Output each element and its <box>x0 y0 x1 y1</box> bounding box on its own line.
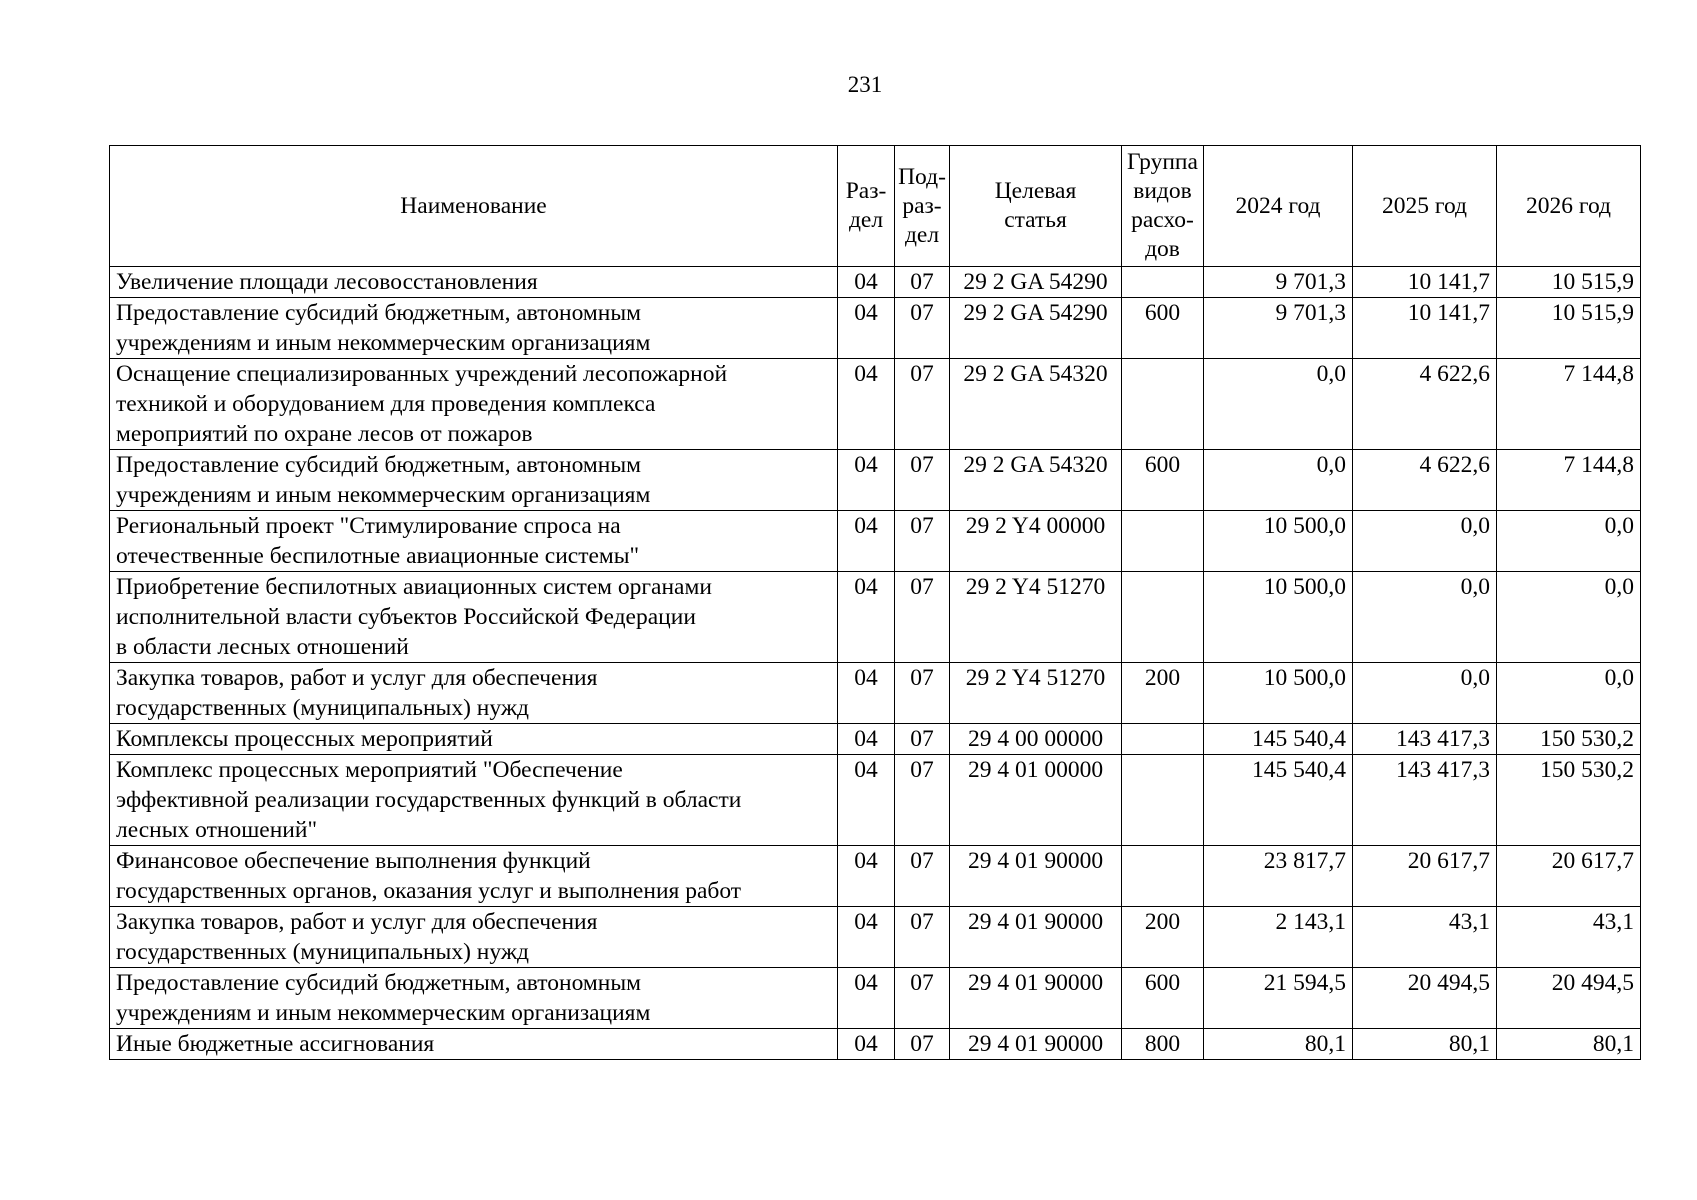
cell-target-article: 29 2 Y4 00000 <box>950 511 1122 572</box>
cell-target-article: 29 4 01 90000 <box>950 968 1122 1029</box>
cell-year-2024: 145 540,4 <box>1204 724 1353 755</box>
table-row <box>110 663 1641 724</box>
cell-razdel: 04 <box>838 663 895 724</box>
cell-razdel: 04 <box>838 724 895 755</box>
cell-expense-group: 800 <box>1122 1029 1204 1060</box>
cell-podrazdel: 07 <box>895 968 950 1029</box>
table-row <box>110 450 1641 511</box>
budget-table <box>109 145 1641 1060</box>
cell-razdel: 04 <box>838 907 895 968</box>
cell-podrazdel: 07 <box>895 359 950 450</box>
cell-year-2024: 0,0 <box>1204 359 1353 450</box>
cell-razdel: 04 <box>838 572 895 663</box>
cell-year-2025: 20 617,7 <box>1353 846 1497 907</box>
header-razdel: Раз- дел <box>838 146 895 267</box>
cell-year-2024: 2 143,1 <box>1204 907 1353 968</box>
table-row <box>110 359 1641 450</box>
header-year-2025: 2025 год <box>1353 146 1497 267</box>
cell-razdel: 04 <box>838 359 895 450</box>
cell-razdel: 04 <box>838 450 895 511</box>
cell-razdel: 04 <box>838 511 895 572</box>
cell-year-2026: 150 530,2 <box>1497 724 1641 755</box>
cell-year-2026: 150 530,2 <box>1497 755 1641 846</box>
cell-target-article: 29 4 01 90000 <box>950 1029 1122 1060</box>
cell-year-2024: 10 500,0 <box>1204 663 1353 724</box>
cell-year-2025: 0,0 <box>1353 572 1497 663</box>
cell-year-2025: 0,0 <box>1353 511 1497 572</box>
cell-podrazdel: 07 <box>895 572 950 663</box>
cell-year-2025: 143 417,3 <box>1353 724 1497 755</box>
cell-razdel: 04 <box>838 267 895 298</box>
table-header <box>110 146 1641 267</box>
cell-expense-group: 600 <box>1122 968 1204 1029</box>
table-row <box>110 846 1641 907</box>
cell-expense-group: 200 <box>1122 663 1204 724</box>
cell-expense-group <box>1122 724 1204 755</box>
cell-expense-group <box>1122 511 1204 572</box>
cell-name: Закупка товаров, работ и услуг для обеспечения государственных (муниципальных) нужд <box>110 663 838 724</box>
cell-razdel: 04 <box>838 755 895 846</box>
cell-podrazdel: 07 <box>895 298 950 359</box>
cell-podrazdel: 07 <box>895 450 950 511</box>
cell-name: Предоставление субсидий бюджетным, автономным учреждениям и иным некоммерческим организациям <box>110 968 838 1029</box>
table-row <box>110 907 1641 968</box>
header-year-2026: 2026 год <box>1497 146 1641 267</box>
cell-razdel: 04 <box>838 846 895 907</box>
cell-year-2026: 43,1 <box>1497 907 1641 968</box>
cell-expense-group <box>1122 359 1204 450</box>
cell-expense-group <box>1122 846 1204 907</box>
table-row <box>110 968 1641 1029</box>
cell-name: Предоставление субсидий бюджетным, автономным учреждениям и иным некоммерческим организациям <box>110 450 838 511</box>
cell-name: Закупка товаров, работ и услуг для обеспечения государственных (муниципальных) нужд <box>110 907 838 968</box>
cell-name: Комплекс процессных мероприятий "Обеспечение эффективной реализации государственных функций в области лесных отношений" <box>110 755 838 846</box>
cell-name: Региональный проект "Стимулирование спроса на отечественные беспилотные авиационные системы" <box>110 511 838 572</box>
cell-name: Иные бюджетные ассигнования <box>110 1029 838 1060</box>
cell-expense-group: 200 <box>1122 907 1204 968</box>
cell-year-2026: 7 144,8 <box>1497 359 1641 450</box>
cell-year-2026: 0,0 <box>1497 572 1641 663</box>
cell-year-2024: 9 701,3 <box>1204 267 1353 298</box>
cell-target-article: 29 2 GA 54320 <box>950 450 1122 511</box>
page-number: 231 <box>847 72 883 97</box>
cell-target-article: 29 2 GA 54320 <box>950 359 1122 450</box>
cell-year-2024: 0,0 <box>1204 450 1353 511</box>
header-year-2024: 2024 год <box>1204 146 1353 267</box>
cell-year-2026: 10 515,9 <box>1497 267 1641 298</box>
table-body <box>110 267 1641 1060</box>
table-row <box>110 755 1641 846</box>
cell-year-2025: 43,1 <box>1353 907 1497 968</box>
cell-year-2024: 21 594,5 <box>1204 968 1353 1029</box>
cell-year-2024: 10 500,0 <box>1204 511 1353 572</box>
cell-name: Оснащение специализированных учреждений лесопожарной техникой и оборудованием для проведения комплекса мероприятий по охране лесов от пожаров <box>110 359 838 450</box>
cell-podrazdel: 07 <box>895 846 950 907</box>
cell-name: Увеличение площади лесовосстановления <box>110 267 838 298</box>
cell-target-article: 29 4 01 90000 <box>950 846 1122 907</box>
cell-razdel: 04 <box>838 298 895 359</box>
cell-year-2026: 0,0 <box>1497 663 1641 724</box>
table-row <box>110 511 1641 572</box>
cell-year-2026: 10 515,9 <box>1497 298 1641 359</box>
table-row <box>110 1029 1641 1060</box>
cell-year-2025: 80,1 <box>1353 1029 1497 1060</box>
table-row <box>110 267 1641 298</box>
cell-podrazdel: 07 <box>895 724 950 755</box>
header-podrazdel: Под- раз- дел <box>895 146 950 267</box>
cell-year-2026: 20 617,7 <box>1497 846 1641 907</box>
table-row <box>110 572 1641 663</box>
cell-year-2024: 9 701,3 <box>1204 298 1353 359</box>
cell-year-2026: 80,1 <box>1497 1029 1641 1060</box>
cell-podrazdel: 07 <box>895 511 950 572</box>
cell-expense-group <box>1122 267 1204 298</box>
cell-target-article: 29 2 Y4 51270 <box>950 572 1122 663</box>
cell-expense-group <box>1122 755 1204 846</box>
cell-year-2024: 10 500,0 <box>1204 572 1353 663</box>
cell-target-article: 29 4 01 00000 <box>950 755 1122 846</box>
header-expense-group: Группа видов расхо- дов <box>1122 146 1204 267</box>
cell-year-2024: 145 540,4 <box>1204 755 1353 846</box>
cell-podrazdel: 07 <box>895 755 950 846</box>
cell-podrazdel: 07 <box>895 267 950 298</box>
cell-year-2026: 0,0 <box>1497 511 1641 572</box>
cell-target-article: 29 2 GA 54290 <box>950 298 1122 359</box>
cell-target-article: 29 2 Y4 51270 <box>950 663 1122 724</box>
cell-podrazdel: 07 <box>895 1029 950 1060</box>
cell-podrazdel: 07 <box>895 663 950 724</box>
cell-name: Финансовое обеспечение выполнения функций государственных органов, оказания услуг и выполнения работ <box>110 846 838 907</box>
table-row <box>110 724 1641 755</box>
cell-expense-group <box>1122 572 1204 663</box>
cell-name: Предоставление субсидий бюджетным, автономным учреждениям и иным некоммерческим организациям <box>110 298 838 359</box>
cell-razdel: 04 <box>838 968 895 1029</box>
cell-target-article: 29 4 00 00000 <box>950 724 1122 755</box>
cell-expense-group: 600 <box>1122 450 1204 511</box>
cell-year-2025: 10 141,7 <box>1353 298 1497 359</box>
cell-name: Комплексы процессных мероприятий <box>110 724 838 755</box>
cell-year-2025: 0,0 <box>1353 663 1497 724</box>
cell-razdel: 04 <box>838 1029 895 1060</box>
cell-year-2024: 80,1 <box>1204 1029 1353 1060</box>
cell-year-2024: 23 817,7 <box>1204 846 1353 907</box>
header-name: Наименование <box>110 146 838 267</box>
cell-year-2026: 7 144,8 <box>1497 450 1641 511</box>
cell-year-2025: 4 622,6 <box>1353 450 1497 511</box>
cell-target-article: 29 2 GA 54290 <box>950 267 1122 298</box>
cell-podrazdel: 07 <box>895 907 950 968</box>
cell-target-article: 29 4 01 90000 <box>950 907 1122 968</box>
cell-year-2026: 20 494,5 <box>1497 968 1641 1029</box>
cell-year-2025: 20 494,5 <box>1353 968 1497 1029</box>
cell-expense-group: 600 <box>1122 298 1204 359</box>
table-row <box>110 298 1641 359</box>
header-target-article: Целевая статья <box>950 146 1122 267</box>
header-row <box>110 146 1641 267</box>
cell-name: Приобретение беспилотных авиационных систем органами исполнительной власти субъектов Российской Федерации в области лесных отношений <box>110 572 838 663</box>
cell-year-2025: 143 417,3 <box>1353 755 1497 846</box>
cell-year-2025: 4 622,6 <box>1353 359 1497 450</box>
cell-year-2025: 10 141,7 <box>1353 267 1497 298</box>
